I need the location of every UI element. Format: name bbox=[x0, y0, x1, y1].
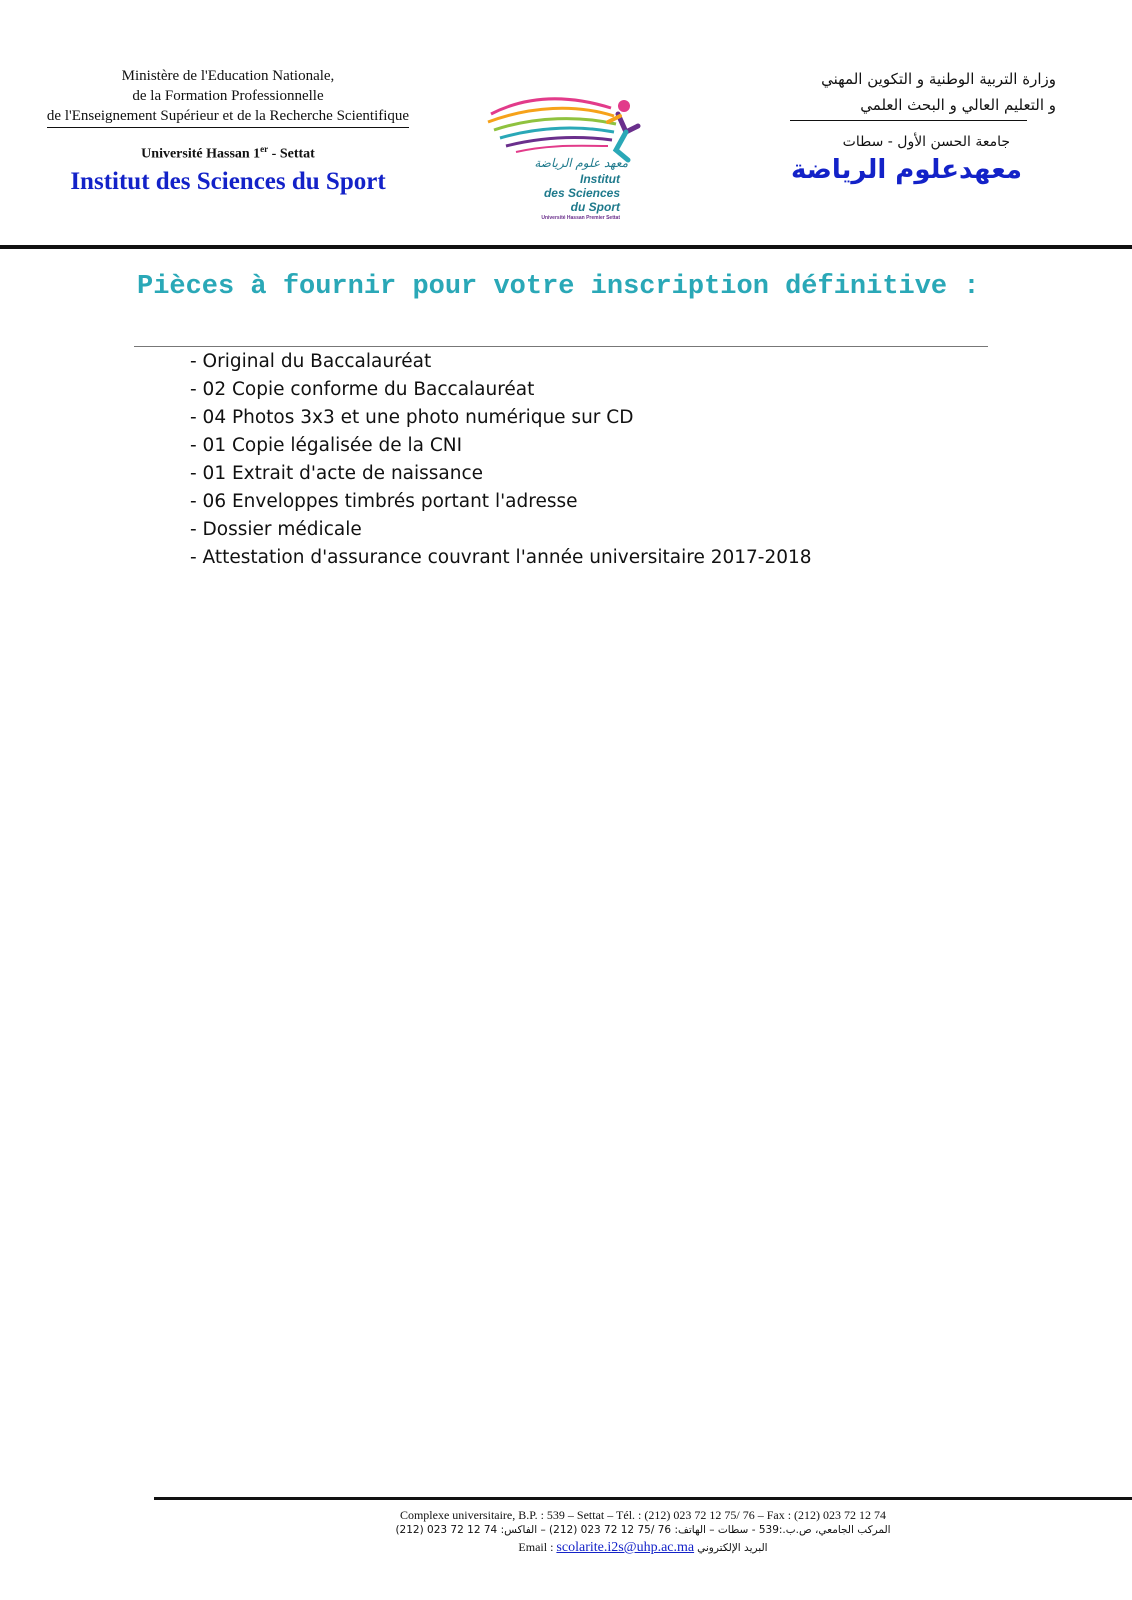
footer-address: Complexe universitaire, B.P. : 539 – Settat – Tél. : (212) 023 72 12 75/ 76 – Fax : (212) 023 72 12 74 bbox=[399, 1508, 887, 1522]
list-item: - Original du Baccalauréat bbox=[190, 351, 432, 372]
logo-arabic-text: معهد علوم الرياضة bbox=[534, 156, 628, 170]
ministry-line-2: de la Formation Professionnelle bbox=[132, 88, 324, 104]
documents-list bbox=[190, 348, 812, 572]
list-item: - 06 Enveloppes timbrés portant l'adresse bbox=[190, 491, 578, 512]
page-title: Pièces à fournir pour votre inscription définitive : bbox=[137, 272, 980, 302]
ministry-line-3: de l'Enseignement Supérieur et de la Recherche Scientifique bbox=[47, 106, 409, 128]
ministry-line-1: Ministère de l'Education Nationale, bbox=[121, 68, 335, 84]
university-name: Université Hassan 1er - Settat bbox=[141, 144, 315, 162]
institute-name: Institut des Sciences du Sport bbox=[70, 168, 386, 195]
footer-separator bbox=[154, 1497, 1132, 1500]
ministry-arabic-line-2: و التعليم العالي و البحث العلمي bbox=[860, 96, 1056, 114]
logo-french-text: Institut des Sciences du Sport bbox=[543, 172, 620, 214]
title-underline bbox=[134, 346, 988, 347]
list-item: - 01 Extrait d'acte de naissance bbox=[190, 463, 484, 484]
ministry-arabic-line-1: وزارة التربية الوطنية و التكوين المهني bbox=[821, 70, 1056, 88]
footer-address-arabic: المركب الجامعي، ص.ب.:539 - سطات – الهاتف: 76 /75 12 72 023 (212) – الفاكس: 74 12 72 023 (212) bbox=[395, 1524, 891, 1536]
list-item: - Dossier médicale bbox=[190, 519, 362, 540]
list-item: - 01 Copie légalisée de la CNI bbox=[190, 435, 463, 456]
list-item: - 04 Photos 3x3 et une photo numérique sur CD bbox=[190, 407, 634, 428]
ministry-header-arabic bbox=[760, 66, 1056, 118]
logo-subtitle: Université Hassan Premier Settat bbox=[541, 215, 620, 221]
list-item: - 02 Copie conforme du Baccalauréat bbox=[190, 379, 535, 400]
ministry-header bbox=[18, 66, 438, 128]
institute-name-arabic: معهدعلوم الرياضة bbox=[790, 155, 1022, 185]
university-name-arabic: جامعة الحسن الأول - سطات bbox=[842, 134, 1010, 150]
email-link[interactable]: scolarite.i2s@uhp.ac.ma bbox=[556, 1540, 695, 1555]
header-separator bbox=[0, 245, 1132, 249]
footer-email: Email : scolarite.i2s@uhp.ac.ma البريد الإلكتروني bbox=[518, 1540, 768, 1555]
header-divider bbox=[790, 120, 1027, 121]
list-item: - Attestation d'assurance couvrant l'année universitaire 2017-2018 bbox=[190, 547, 812, 568]
